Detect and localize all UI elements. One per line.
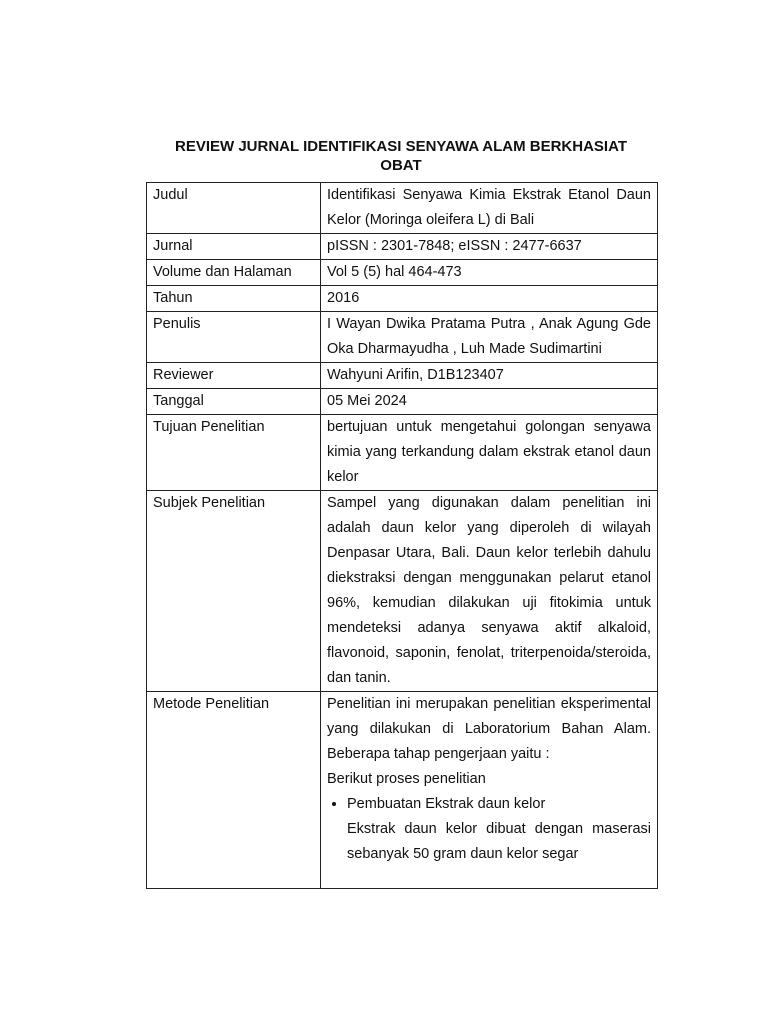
row-value-text: 05 Mei 2024	[327, 393, 407, 409]
row-label: Reviewer	[147, 363, 321, 389]
row-value	[321, 692, 658, 889]
row-label: Tahun	[147, 286, 321, 312]
row-value	[321, 415, 658, 491]
row-value	[321, 363, 658, 389]
row-value-text: Identifikasi Senyawa Kimia Ekstrak Etanol Daun Kelor (Moringa oleifera L) di Bali	[327, 187, 651, 228]
row-value	[321, 234, 658, 260]
row-label: Volume dan Halaman	[147, 260, 321, 286]
row-value-text: 2016	[327, 290, 360, 306]
row-label: Tujuan Penelitian	[147, 415, 321, 491]
row-value-text: Sampel yang digunakan dalam penelitian ini adalah daun kelor yang diperoleh di wilayah Denpasar Utara, Bali. Daun kelor terlebih dahulu diekstraksi dengan menggunakan pelarut etanol 96%, kemudian dilakukan uji fitokimia untuk mendeteksi adanya senyawa aktif alkaloid, flavonoid, saponin, fenolat, triterpenoida/steroida, dan tanin.	[327, 495, 651, 686]
method-content	[327, 692, 651, 888]
table-row	[147, 183, 658, 234]
method-step-title: Pembuatan Ekstrak daun kelor	[347, 796, 546, 812]
title-line-2: OBAT	[380, 157, 422, 174]
method-process-heading: Berikut proses penelitian	[327, 771, 486, 787]
table-row	[147, 363, 658, 389]
table-row	[147, 389, 658, 415]
row-label: Judul	[147, 183, 321, 234]
row-value	[321, 389, 658, 415]
row-value	[321, 491, 658, 692]
list-item	[347, 792, 651, 867]
table-row-method	[147, 692, 658, 889]
method-intro: Penelitian ini merupakan penelitian eksperimental yang dilakukan di Laboratorium Bahan Alam. Beberapa tahap pengerjaan yaitu :	[327, 696, 651, 762]
row-value-text: pISSN : 2301-7848; eISSN : 2477-6637	[327, 238, 582, 254]
table-row	[147, 286, 658, 312]
table-row	[147, 312, 658, 363]
row-label: Penulis	[147, 312, 321, 363]
row-value-text: bertujuan untuk mengetahui golongan senyawa kimia yang terkandung dalam ekstrak etanol daun kelor	[327, 419, 651, 485]
row-value	[321, 260, 658, 286]
row-label: Tanggal	[147, 389, 321, 415]
table-row	[147, 260, 658, 286]
method-step-detail: Ekstrak daun kelor dibuat dengan maserasi sebanyak 50 gram daun kelor segar	[347, 821, 651, 862]
row-value-text: Wahyuni Arifin, D1B123407	[327, 367, 504, 383]
row-label: Metode Penelitian	[147, 692, 321, 889]
table-row	[147, 234, 658, 260]
row-value	[321, 312, 658, 363]
row-value-text: Vol 5 (5) hal 464-473	[327, 264, 462, 280]
row-value-text: I Wayan Dwika Pratama Putra , Anak Agung Gde Oka Dharmayudha , Luh Made Sudimartini	[327, 316, 651, 357]
title-line-1: REVIEW JURNAL IDENTIFIKASI SENYAWA ALAM BERKHASIAT	[175, 138, 627, 155]
table-row	[147, 491, 658, 692]
row-label: Subjek Penelitian	[147, 491, 321, 692]
review-table	[146, 182, 658, 889]
document-title	[146, 137, 656, 175]
row-label: Jurnal	[147, 234, 321, 260]
method-steps-list	[327, 792, 651, 867]
row-value	[321, 286, 658, 312]
row-value	[321, 183, 658, 234]
table-row	[147, 415, 658, 491]
